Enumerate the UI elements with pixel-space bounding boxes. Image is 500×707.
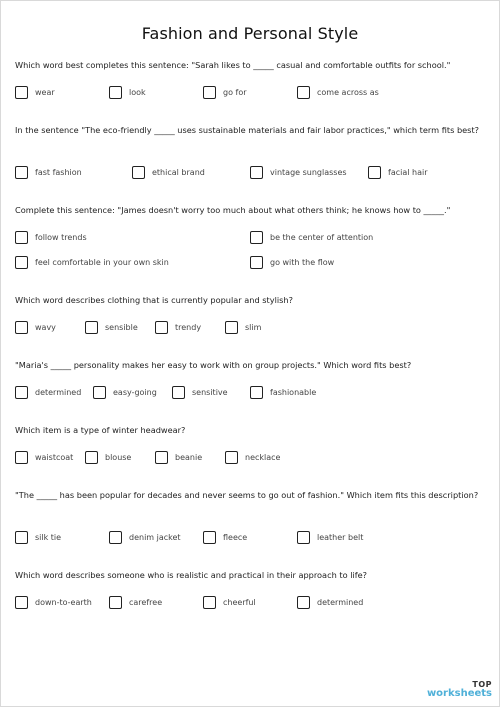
- q1-option-4[interactable]: [297, 84, 379, 100]
- checkbox[interactable]: [250, 166, 263, 179]
- option-label: determined: [35, 387, 82, 397]
- q1-option-3[interactable]: [203, 84, 247, 100]
- option-label: look: [129, 87, 146, 97]
- page-title: Fashion and Personal Style: [141, 24, 359, 43]
- option-label: waistcoat: [35, 452, 74, 462]
- checkbox[interactable]: [15, 321, 28, 334]
- checkbox[interactable]: [155, 321, 168, 334]
- checkbox[interactable]: [15, 256, 28, 269]
- checkbox[interactable]: [225, 321, 238, 334]
- checkbox[interactable]: [368, 166, 381, 179]
- checkbox[interactable]: [297, 86, 310, 99]
- checkbox[interactable]: [15, 86, 28, 99]
- option-label: carefree: [129, 597, 163, 607]
- option-label: fashionable: [270, 387, 317, 397]
- q6-option-1[interactable]: [15, 449, 73, 465]
- q7-option-1[interactable]: [15, 529, 61, 545]
- checkbox[interactable]: [203, 596, 216, 609]
- logo-bottom-text: worksheets: [426, 688, 492, 699]
- option-label: easy-going: [113, 387, 157, 397]
- option-label: come across as: [317, 87, 379, 97]
- option-label: ethical brand: [152, 167, 205, 177]
- option-label: vintage sunglasses: [270, 167, 347, 177]
- option-label: fast fashion: [35, 167, 82, 177]
- option-label: trendy: [175, 322, 202, 332]
- checkbox[interactable]: [85, 451, 98, 464]
- question-5-text: "Maria's _____ personality makes her easy to work with on group projects." Which word fits best?: [15, 360, 412, 370]
- option-label: fleece: [223, 532, 248, 542]
- option-label: follow trends: [35, 232, 87, 242]
- checkbox[interactable]: [250, 386, 263, 399]
- option-label: wear: [35, 87, 55, 97]
- option-label: go with the flow: [270, 257, 335, 267]
- q4-option-1[interactable]: [15, 319, 56, 335]
- option-label: facial hair: [388, 167, 428, 177]
- q8-option-3[interactable]: [203, 594, 256, 610]
- checkbox[interactable]: [93, 386, 106, 399]
- q6-option-4[interactable]: [225, 449, 280, 465]
- option-label: leather belt: [317, 532, 364, 542]
- checkbox[interactable]: [172, 386, 185, 399]
- q5-option-2[interactable]: [93, 384, 157, 400]
- checkbox[interactable]: [225, 451, 238, 464]
- option-label: necklace: [245, 452, 281, 462]
- checkbox[interactable]: [109, 531, 122, 544]
- checkbox[interactable]: [155, 451, 168, 464]
- checkbox[interactable]: [297, 596, 310, 609]
- checkbox[interactable]: [15, 231, 28, 244]
- q3-option-4[interactable]: [250, 254, 334, 270]
- option-label: denim jacket: [129, 532, 181, 542]
- question-2-text: In the sentence "The eco-friendly _____ uses sustainable materials and fair labor practices," which term fits best?: [15, 125, 480, 135]
- option-label: silk tie: [35, 532, 62, 542]
- q5-option-4[interactable]: [250, 384, 316, 400]
- option-label: go for: [223, 87, 247, 97]
- q8-option-1[interactable]: [15, 594, 92, 610]
- option-label: wavy: [35, 322, 56, 332]
- q6-option-2[interactable]: [85, 449, 131, 465]
- checkbox[interactable]: [250, 256, 263, 269]
- q1-option-1[interactable]: [15, 84, 55, 100]
- question-6-text: Which item is a type of winter headwear?: [15, 425, 186, 435]
- question-3-text: Complete this sentence: "James doesn't worry too much about what others think; he knows how to _____.": [15, 205, 451, 215]
- option-label: slim: [245, 322, 262, 332]
- question-7-text: "The _____ has been popular for decades and never seems to go out of fashion." Which item fits this description?: [15, 490, 479, 500]
- checkbox[interactable]: [109, 596, 122, 609]
- q2-option-3[interactable]: [250, 164, 347, 180]
- q7-option-3[interactable]: [203, 529, 247, 545]
- option-label: be the center of attention: [270, 232, 374, 242]
- q5-option-3[interactable]: [172, 384, 228, 400]
- checkbox[interactable]: [15, 451, 28, 464]
- checkbox[interactable]: [15, 386, 28, 399]
- checkbox[interactable]: [297, 531, 310, 544]
- q7-option-4[interactable]: [297, 529, 363, 545]
- option-label: feel comfortable in your own skin: [35, 257, 169, 267]
- q1-option-2[interactable]: [109, 84, 146, 100]
- checkbox[interactable]: [15, 166, 28, 179]
- checkbox[interactable]: [15, 531, 28, 544]
- question-1-text: Which word best completes this sentence: "Sarah likes to _____ casual and comfortable outfits for school.": [15, 60, 451, 70]
- option-label: blouse: [105, 452, 132, 462]
- q2-option-1[interactable]: [15, 164, 82, 180]
- checkbox[interactable]: [15, 596, 28, 609]
- q3-option-2[interactable]: [250, 229, 373, 245]
- q3-option-1[interactable]: [15, 229, 87, 245]
- q4-option-3[interactable]: [155, 319, 201, 335]
- logo-top-text: TOP: [472, 680, 492, 689]
- q8-option-4[interactable]: [297, 594, 363, 610]
- q6-option-3[interactable]: [155, 449, 202, 465]
- option-label: sensible: [105, 322, 138, 332]
- option-label: sensitive: [192, 387, 228, 397]
- checkbox[interactable]: [250, 231, 263, 244]
- option-label: down-to-earth: [35, 597, 92, 607]
- checkbox[interactable]: [109, 86, 122, 99]
- option-label: determined: [317, 597, 364, 607]
- question-4-text: Which word describes clothing that is currently popular and stylish?: [15, 295, 293, 305]
- q2-option-4[interactable]: [368, 164, 428, 180]
- option-label: beanie: [175, 452, 203, 462]
- q3-option-3[interactable]: [15, 254, 169, 270]
- checkbox[interactable]: [203, 531, 216, 544]
- q7-option-2[interactable]: [109, 529, 181, 545]
- q4-option-2[interactable]: [85, 319, 138, 335]
- topworksheets-logo: [427, 681, 492, 699]
- q5-option-1[interactable]: [15, 384, 81, 400]
- checkbox[interactable]: [85, 321, 98, 334]
- q4-option-4[interactable]: [225, 319, 261, 335]
- q8-option-2[interactable]: [109, 594, 162, 610]
- q2-option-2[interactable]: [132, 164, 205, 180]
- checkbox[interactable]: [132, 166, 145, 179]
- checkbox[interactable]: [203, 86, 216, 99]
- question-8-text: Which word describes someone who is realistic and practical in their approach to life?: [15, 570, 368, 580]
- option-label: cheerful: [223, 597, 256, 607]
